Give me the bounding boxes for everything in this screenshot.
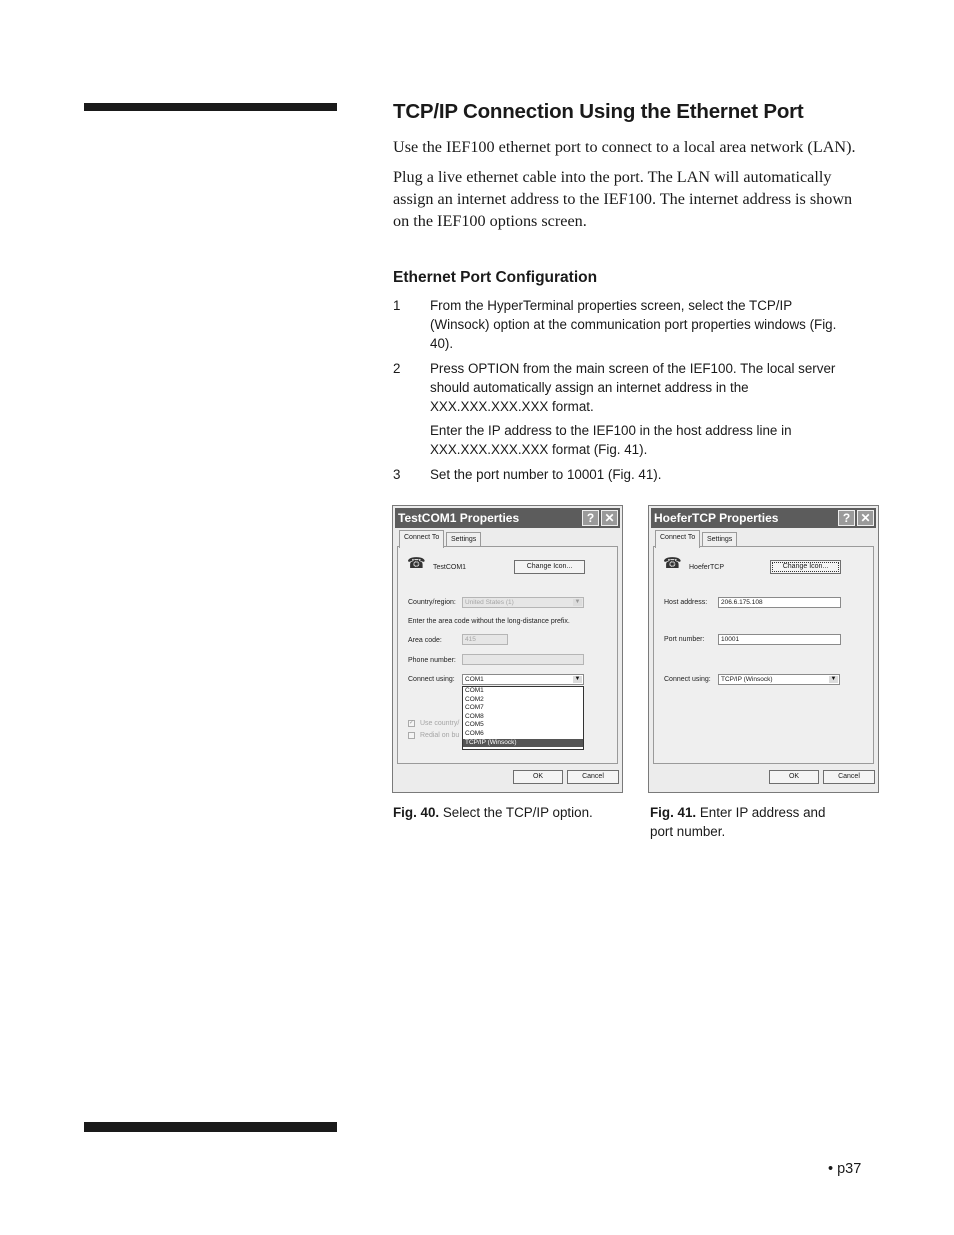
body-paragraph: Plug a live ethernet cable into the port. The LAN will automatically assign an internet address to the IEF100. The internet address is shown on the IEF100 options screen. xyxy=(393,168,853,230)
option-tcpip-winsock[interactable]: TCP/IP (Winsock) xyxy=(463,739,583,748)
ok-button[interactable]: OK xyxy=(513,770,563,784)
hoefertcp-properties-dialog xyxy=(648,505,879,793)
connect-using-value: TCP/IP (Winsock) xyxy=(721,676,773,683)
tab-connect-to[interactable]: Connect To xyxy=(399,530,444,548)
step-number: 2 xyxy=(393,361,401,376)
area-code-input[interactable]: 415 xyxy=(462,634,508,645)
chevron-down-icon[interactable]: ▼ xyxy=(830,676,837,682)
caption-text: Enter IP address and port number. xyxy=(650,805,826,839)
option-com1[interactable]: COM1 xyxy=(465,687,484,694)
testcom1-properties-dialog xyxy=(392,505,623,793)
top-rule xyxy=(84,103,337,111)
redial-checkbox[interactable] xyxy=(408,732,415,739)
close-button[interactable]: ✕ xyxy=(857,510,874,526)
section-heading: Ethernet Port Configuration xyxy=(393,269,598,286)
tab-panel xyxy=(653,546,874,764)
area-code-label: Area code: xyxy=(408,637,442,644)
dialog-title: TestCOM1 Properties xyxy=(398,511,520,525)
port-number-label: Port number: xyxy=(664,636,705,643)
connect-using-select[interactable] xyxy=(462,674,584,685)
country-label: Country/region: xyxy=(408,599,456,606)
connect-using-value: COM1 xyxy=(465,676,484,683)
figure-41-caption xyxy=(650,803,850,841)
option-com7[interactable]: COM7 xyxy=(465,704,484,712)
change-icon-button[interactable]: Change Icon... xyxy=(514,560,585,574)
option-com5[interactable]: COM5 xyxy=(465,721,484,729)
bottom-rule xyxy=(84,1122,337,1132)
connection-name: TestCOM1 xyxy=(433,564,467,571)
close-button[interactable]: ✕ xyxy=(601,510,618,526)
step-number: 1 xyxy=(393,298,401,313)
cancel-button[interactable]: Cancel xyxy=(823,770,875,784)
phone-number-label: Phone number: xyxy=(408,657,456,664)
option-com2[interactable]: COM2 xyxy=(465,695,484,703)
connect-using-select[interactable] xyxy=(718,674,840,685)
connect-using-dropdown xyxy=(462,686,584,750)
use-country-label: Use country/ xyxy=(420,720,460,727)
host-address-label: Host address: xyxy=(664,599,708,606)
figure-40-caption xyxy=(393,803,623,822)
phone-number-input[interactable] xyxy=(462,654,584,665)
ok-button[interactable]: OK xyxy=(769,770,819,784)
connect-using-label: Connect using: xyxy=(408,676,455,683)
country-value: United States (1) xyxy=(465,599,514,606)
step-text: From the HyperTerminal properties screen, select the TCP/IP (Winsock) option at the communication port properties windows (Fig. 40). xyxy=(430,298,837,351)
phone-icon: ☎ xyxy=(407,555,426,572)
host-address-input[interactable]: 206.6.175.108 xyxy=(718,597,841,608)
option-com6[interactable]: COM6 xyxy=(465,729,484,737)
help-button[interactable]: ? xyxy=(582,510,599,526)
caption-label: Fig. 40. xyxy=(393,805,440,820)
tab-connect-to[interactable]: Connect To xyxy=(655,530,700,548)
page-title: TCP/IP Connection Using the Ethernet Port xyxy=(393,100,804,123)
step-2-note: Enter the IP address to the IEF100 in the host address line in XXX.XXX.XXX.XXX format (Fig. 41). xyxy=(430,423,792,457)
tab-settings[interactable]: Settings xyxy=(702,532,737,547)
dialog-title: HoeferTCP Properties xyxy=(654,511,779,525)
use-country-checkbox[interactable]: ✓ xyxy=(409,720,415,726)
cancel-button[interactable]: Cancel xyxy=(567,770,619,784)
help-button[interactable]: ? xyxy=(838,510,855,526)
area-code-hint: Enter the area code without the long-distance prefix. xyxy=(408,618,570,625)
caption-label: Fig. 41. xyxy=(650,805,697,820)
connect-using-label: Connect using: xyxy=(664,676,711,683)
connection-name: HoeferTCP xyxy=(689,564,725,571)
port-number-input[interactable]: 10001 xyxy=(718,634,841,645)
title-bar xyxy=(395,508,620,528)
page-number: • p37 xyxy=(828,1161,862,1177)
title-bar xyxy=(651,508,876,528)
step-number: 3 xyxy=(393,467,401,482)
tab-settings[interactable]: Settings xyxy=(446,532,481,547)
chevron-down-icon: ▼ xyxy=(574,599,581,605)
step-text: Set the port number to 10001 (Fig. 41). xyxy=(430,467,662,482)
phone-icon: ☎ xyxy=(663,555,682,572)
caption-text: Select the TCP/IP option. xyxy=(442,805,593,820)
redial-label: Redial on bu xyxy=(420,732,460,739)
option-com8[interactable]: COM8 xyxy=(465,712,484,720)
country-select[interactable] xyxy=(462,597,584,608)
chevron-down-icon[interactable]: ▼ xyxy=(574,676,581,682)
intro-paragraph: Use the IEF100 ethernet port to connect to a local area network (LAN). xyxy=(393,138,856,156)
step-text: Press OPTION from the main screen of the IEF100. The local server should automatically assign an internet address in the XXX.XXX.XXX.XXX format. xyxy=(430,361,836,414)
change-icon-button[interactable]: Change Icon... xyxy=(770,560,841,574)
